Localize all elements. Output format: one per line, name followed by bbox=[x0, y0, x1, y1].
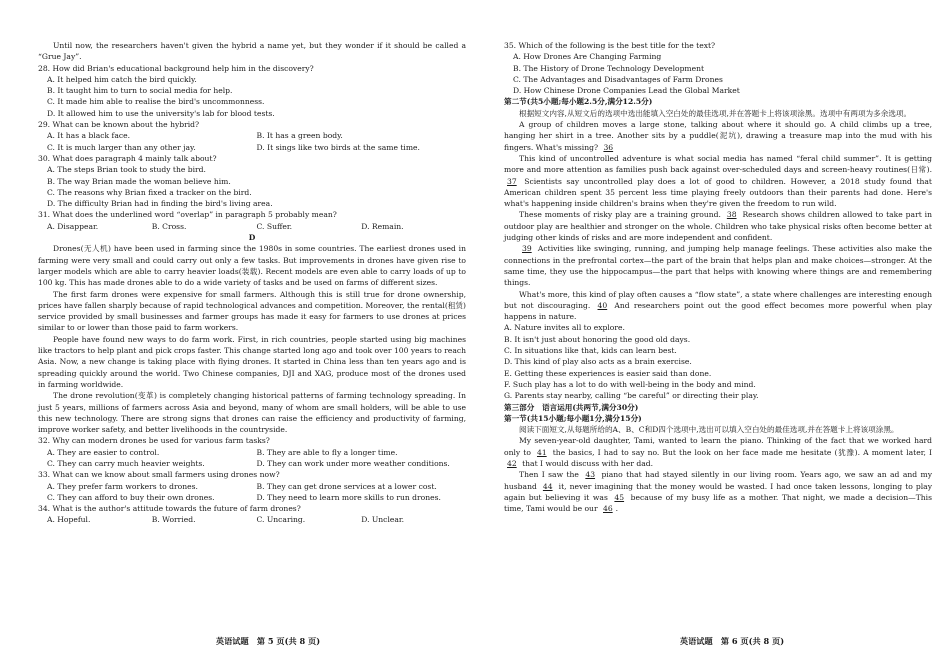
question-30: 30. What does paragraph 4 mainly talk about? bbox=[38, 153, 217, 163]
blank-44: 44 bbox=[542, 481, 553, 491]
cloze7-para-2 bbox=[504, 153, 932, 209]
blank-41: 41 bbox=[536, 447, 547, 457]
option-30a: A. The steps Brian took to study the bird. bbox=[47, 165, 206, 175]
section-2-instructions: 根据短文内容,从短文后的选项中选出能填入空白处的最佳选项,并在答题卡上将该项涂黑。选项中有两项为多余选项。 bbox=[519, 108, 912, 118]
option-30c: C. The reasons why Brian fixed a tracker on the bird. bbox=[47, 187, 252, 197]
text: piano that had stayed silently in our living room. Years ago, we saw an ad and my husband bbox=[504, 470, 932, 491]
page-footer-right: 英语试题 第 6 页(共 8 页) bbox=[679, 636, 785, 646]
option-c: C. In situations like that, kids can learn best. bbox=[504, 346, 677, 356]
question-34: 34. What is the author's attitude towards the future of farm drones? bbox=[38, 504, 301, 514]
option-29c: C. It is much larger than any other jay. bbox=[47, 142, 196, 152]
text: What's more, this kind of play often causes a “flow state”, a state where challenges are interesting enough but not discouraging. bbox=[504, 289, 932, 310]
section-2-title: 第二节(共5小题;每小题2.5分,满分12.5分) bbox=[504, 97, 653, 107]
text: Then I saw the bbox=[519, 470, 579, 480]
blank-39: 39 bbox=[522, 244, 532, 254]
passage-d-para-2: The first farm drones were expensive for small farmers. Although this is still true for drone ownership, prices have fallen sharply because of rapid technological advances and competition. Moreover, the rental(租赁) service provided by small businesses and farmer groups has made it easy for farmers to use drones at prices similar to or lower than those paid to farm workers. bbox=[38, 289, 466, 333]
section-d-heading: D bbox=[248, 233, 256, 243]
text: Activities like swinging, running, and jumping help manage feelings. These activities also make the connections in the prefrontal cortex—the part of the brain that helps plan and make choices—stronger. At the same time, they use the hippocampus—the part that helps with knowing where things are and remembering things. bbox=[504, 244, 932, 288]
page-footer-left: 英语试题 第 5 页(共 8 页) bbox=[215, 636, 321, 646]
text: Research shows children allowed to take part in outdoor play are healthier and stronger on the whole. Children who take physical risks often become better at judging other kinds of risks and are more independent and confident. bbox=[504, 210, 932, 243]
option-f: F. Such play has a lot to do with well-being in the body and mind. bbox=[504, 379, 756, 389]
option-34a: A. Hopeful. bbox=[47, 515, 91, 525]
blank-42: 42 bbox=[507, 458, 517, 468]
option-34d: D. Unclear. bbox=[361, 515, 405, 525]
text: Scientists say uncontrolled play does a lot of good to children. However, a 2018 study found that American children spent 35 percent less time playing freely outdoors than their parents had done. Here's what's happening inside children's brains when they're given the freedom to run wild. bbox=[504, 176, 932, 209]
text: And researchers point out the good effect becomes more powerful when play happens in nature. bbox=[504, 300, 932, 322]
section-1-instructions: 阅读下面短文,从每题所给的A、B、C和D四个选项中,选出可以填入空白处的最佳选项,并在答题卡上将该项涂黑。 bbox=[519, 425, 899, 435]
option-29a: A. It has a black face. bbox=[47, 131, 131, 141]
left-page bbox=[38, 40, 466, 526]
option-a: A. Nature invites all to explore. bbox=[504, 323, 625, 333]
option-29d: D. It sings like two birds at the same time. bbox=[256, 142, 420, 152]
question-32: 32. Why can modern drones be used for various farm tasks? bbox=[38, 436, 270, 446]
option-35d: D. How Chinese Drone Companies Lead the Global Market bbox=[513, 86, 740, 96]
option-28b: B. It taught him to turn to social media for help. bbox=[47, 86, 233, 96]
option-33b: B. They can get drone services at a lower cost. bbox=[256, 481, 437, 491]
option-32a: A. They are easier to control. bbox=[47, 447, 160, 457]
option-33d: D. They need to learn more skills to run drones. bbox=[256, 492, 441, 502]
option-28c: C. It made him able to realise the bird's uncommonness. bbox=[47, 97, 265, 107]
option-33a: A. They prefer farm workers to drones. bbox=[47, 481, 198, 491]
option-29b: B. It has a green body. bbox=[256, 131, 343, 141]
option-35c: C. The Advantages and Disadvantages of Farm Drones bbox=[513, 74, 723, 84]
cloze7-para-3 bbox=[504, 209, 932, 243]
text: This kind of uncontrolled adventure is what social media has named “feral child summer”. It is getting more and more attention as families push back against over-scheduled days and screen-heavy routines(日常). bbox=[504, 153, 932, 175]
option-28d: D. It allowed him to use the university's lab for blood tests. bbox=[47, 108, 275, 118]
passage-d-para-4: The drone revolution(变革) is completely changing historical patterns of farming technology spreading. In just 5 years, millions of farmers across Asia and beyond, many of whom are small holders, will be able to use this new technology. There are strong signs that drones can raise the efficiency and productivity of farming, improve worker safety, and better livelihoods in the countryside. bbox=[38, 391, 466, 435]
text: My seven-year-old daughter, Tami, wanted to learn the piano. Thinking of the fact that we worked hard only to bbox=[504, 436, 932, 457]
text: . bbox=[615, 504, 619, 514]
options-31 bbox=[38, 221, 466, 232]
question-31: 31. What does the underlined word “overlap” in paragraph 5 probably mean? bbox=[38, 210, 337, 220]
options-29-row1 bbox=[38, 130, 466, 141]
passage-d-para-1: Drones(无人机) have been used in farming since the 1980s in some countries. The earliest drones used in farming were very small and could carry out only a few tasks. But improvements in drones have given rise to larger models which are able to carry heavier loads(装载). Recent models are even able to carry loads of up to 100 kg. This has made drones able to do a wide variety of tasks and be used on farms of different sizes. bbox=[38, 244, 466, 288]
blank-46: 46 bbox=[603, 504, 613, 514]
cloze-para-2 bbox=[504, 469, 932, 514]
option-e: E. Getting these experiences is easier said than done. bbox=[504, 368, 712, 378]
text: because of my busy life as a mother. That night, we made a decision—This time, Tami would be our bbox=[504, 492, 932, 514]
option-31b: B. Cross. bbox=[151, 221, 187, 231]
option-35b: B. The History of Drone Technology Development bbox=[513, 63, 705, 73]
text: it, never imagining that the money would be wasted. I had once taken lessons, longing to play again but believing it was bbox=[504, 481, 932, 502]
question-28: 28. How did Brian's educational background help him in the discovery? bbox=[38, 63, 314, 73]
section-1-title: 第一节(共15小题;每小题1分,满分15分) bbox=[504, 413, 642, 423]
option-32d: D. They can work under more weather conditions. bbox=[256, 458, 450, 468]
option-32c: C. They can carry much heavier weights. bbox=[47, 458, 205, 468]
cloze7-para-5 bbox=[504, 289, 932, 323]
text: that I would discuss with her dad. bbox=[522, 458, 654, 468]
option-b: B. It isn't just about honoring the good old days. bbox=[504, 334, 691, 344]
option-31c: C. Suffer. bbox=[256, 221, 293, 231]
right-page bbox=[504, 40, 932, 514]
question-35: 35. Which of the following is the best title for the text? bbox=[504, 41, 716, 50]
options-32-row1 bbox=[38, 447, 466, 458]
text: A group of children moves a large stone, talking about where it should go. A child climbs up a tree, hanging her shirt in a tree. Another sits by a puddle(泥坑), drawing a treasure map into the mud with his fingers. What's missing? bbox=[504, 120, 932, 152]
question-33: 33. What can we know about small farmers using drones now? bbox=[38, 470, 280, 480]
option-g: G. Parents stay nearby, calling “be careful” or directing their play. bbox=[504, 391, 759, 401]
text: the basics, I had to say no. But the look on her face made me hesitate (犹豫). A moment later, I bbox=[552, 447, 932, 457]
option-34c: C. Uncaring. bbox=[256, 515, 306, 525]
blank-37: 37 bbox=[507, 176, 517, 186]
option-33c: C. They can afford to buy their own drones. bbox=[47, 492, 215, 502]
blank-43: 43 bbox=[585, 470, 596, 480]
cloze7-para-1 bbox=[504, 119, 932, 153]
options-34 bbox=[38, 514, 466, 525]
option-32b: B. They are able to fly a longer time. bbox=[256, 447, 398, 457]
option-d: D. This kind of play also acts as a brain exercise. bbox=[504, 357, 692, 367]
option-34b: B. Worried. bbox=[151, 515, 196, 525]
cloze7-para-4 bbox=[504, 243, 932, 288]
option-30d: D. The difficulty Brian had in finding the bird's living area. bbox=[47, 199, 273, 209]
blank-36: 36 bbox=[603, 142, 614, 152]
options-32-row2 bbox=[38, 458, 466, 469]
option-31a: A. Disappear. bbox=[47, 221, 99, 231]
cloze-para-1 bbox=[504, 435, 932, 469]
option-31d: D. Remain. bbox=[361, 221, 404, 231]
passage-c-ending: Until now, the researchers haven't given the hybrid a name yet, but they wonder if it should be called a “Grue Jay”. bbox=[38, 41, 466, 62]
part-3-title: 第三部分 语言运用(共两节,满分30分) bbox=[504, 402, 639, 412]
question-29: 29. What can be known about the hybrid? bbox=[38, 120, 200, 130]
options-33-row1 bbox=[38, 481, 466, 492]
option-28a: A. It helped him catch the bird quickly. bbox=[47, 74, 197, 84]
blank-38: 38 bbox=[726, 210, 737, 220]
blank-40: 40 bbox=[597, 300, 608, 310]
text: These moments of risky play are a training ground. bbox=[519, 210, 721, 220]
passage-d-para-3: People have found new ways to do farm work. First, in rich countries, people started using big machines like tractors to help plant and pick crops faster. This change started long ago and took over 100 years to reach Asia. Now, a new change is taking place with flying drones. It started in China less than ten years ago and is spreading quickly around the world. Two Chinese companies, DJI and XAG, produce most of the drones used in farming worldwide. bbox=[38, 334, 466, 389]
blank-45: 45 bbox=[614, 492, 625, 502]
options-33-row2 bbox=[38, 492, 466, 503]
option-30b: B. The way Brian made the woman believe him. bbox=[47, 176, 231, 186]
options-29-row2 bbox=[38, 142, 466, 153]
option-35a: A. How Drones Are Changing Farming bbox=[513, 52, 662, 62]
